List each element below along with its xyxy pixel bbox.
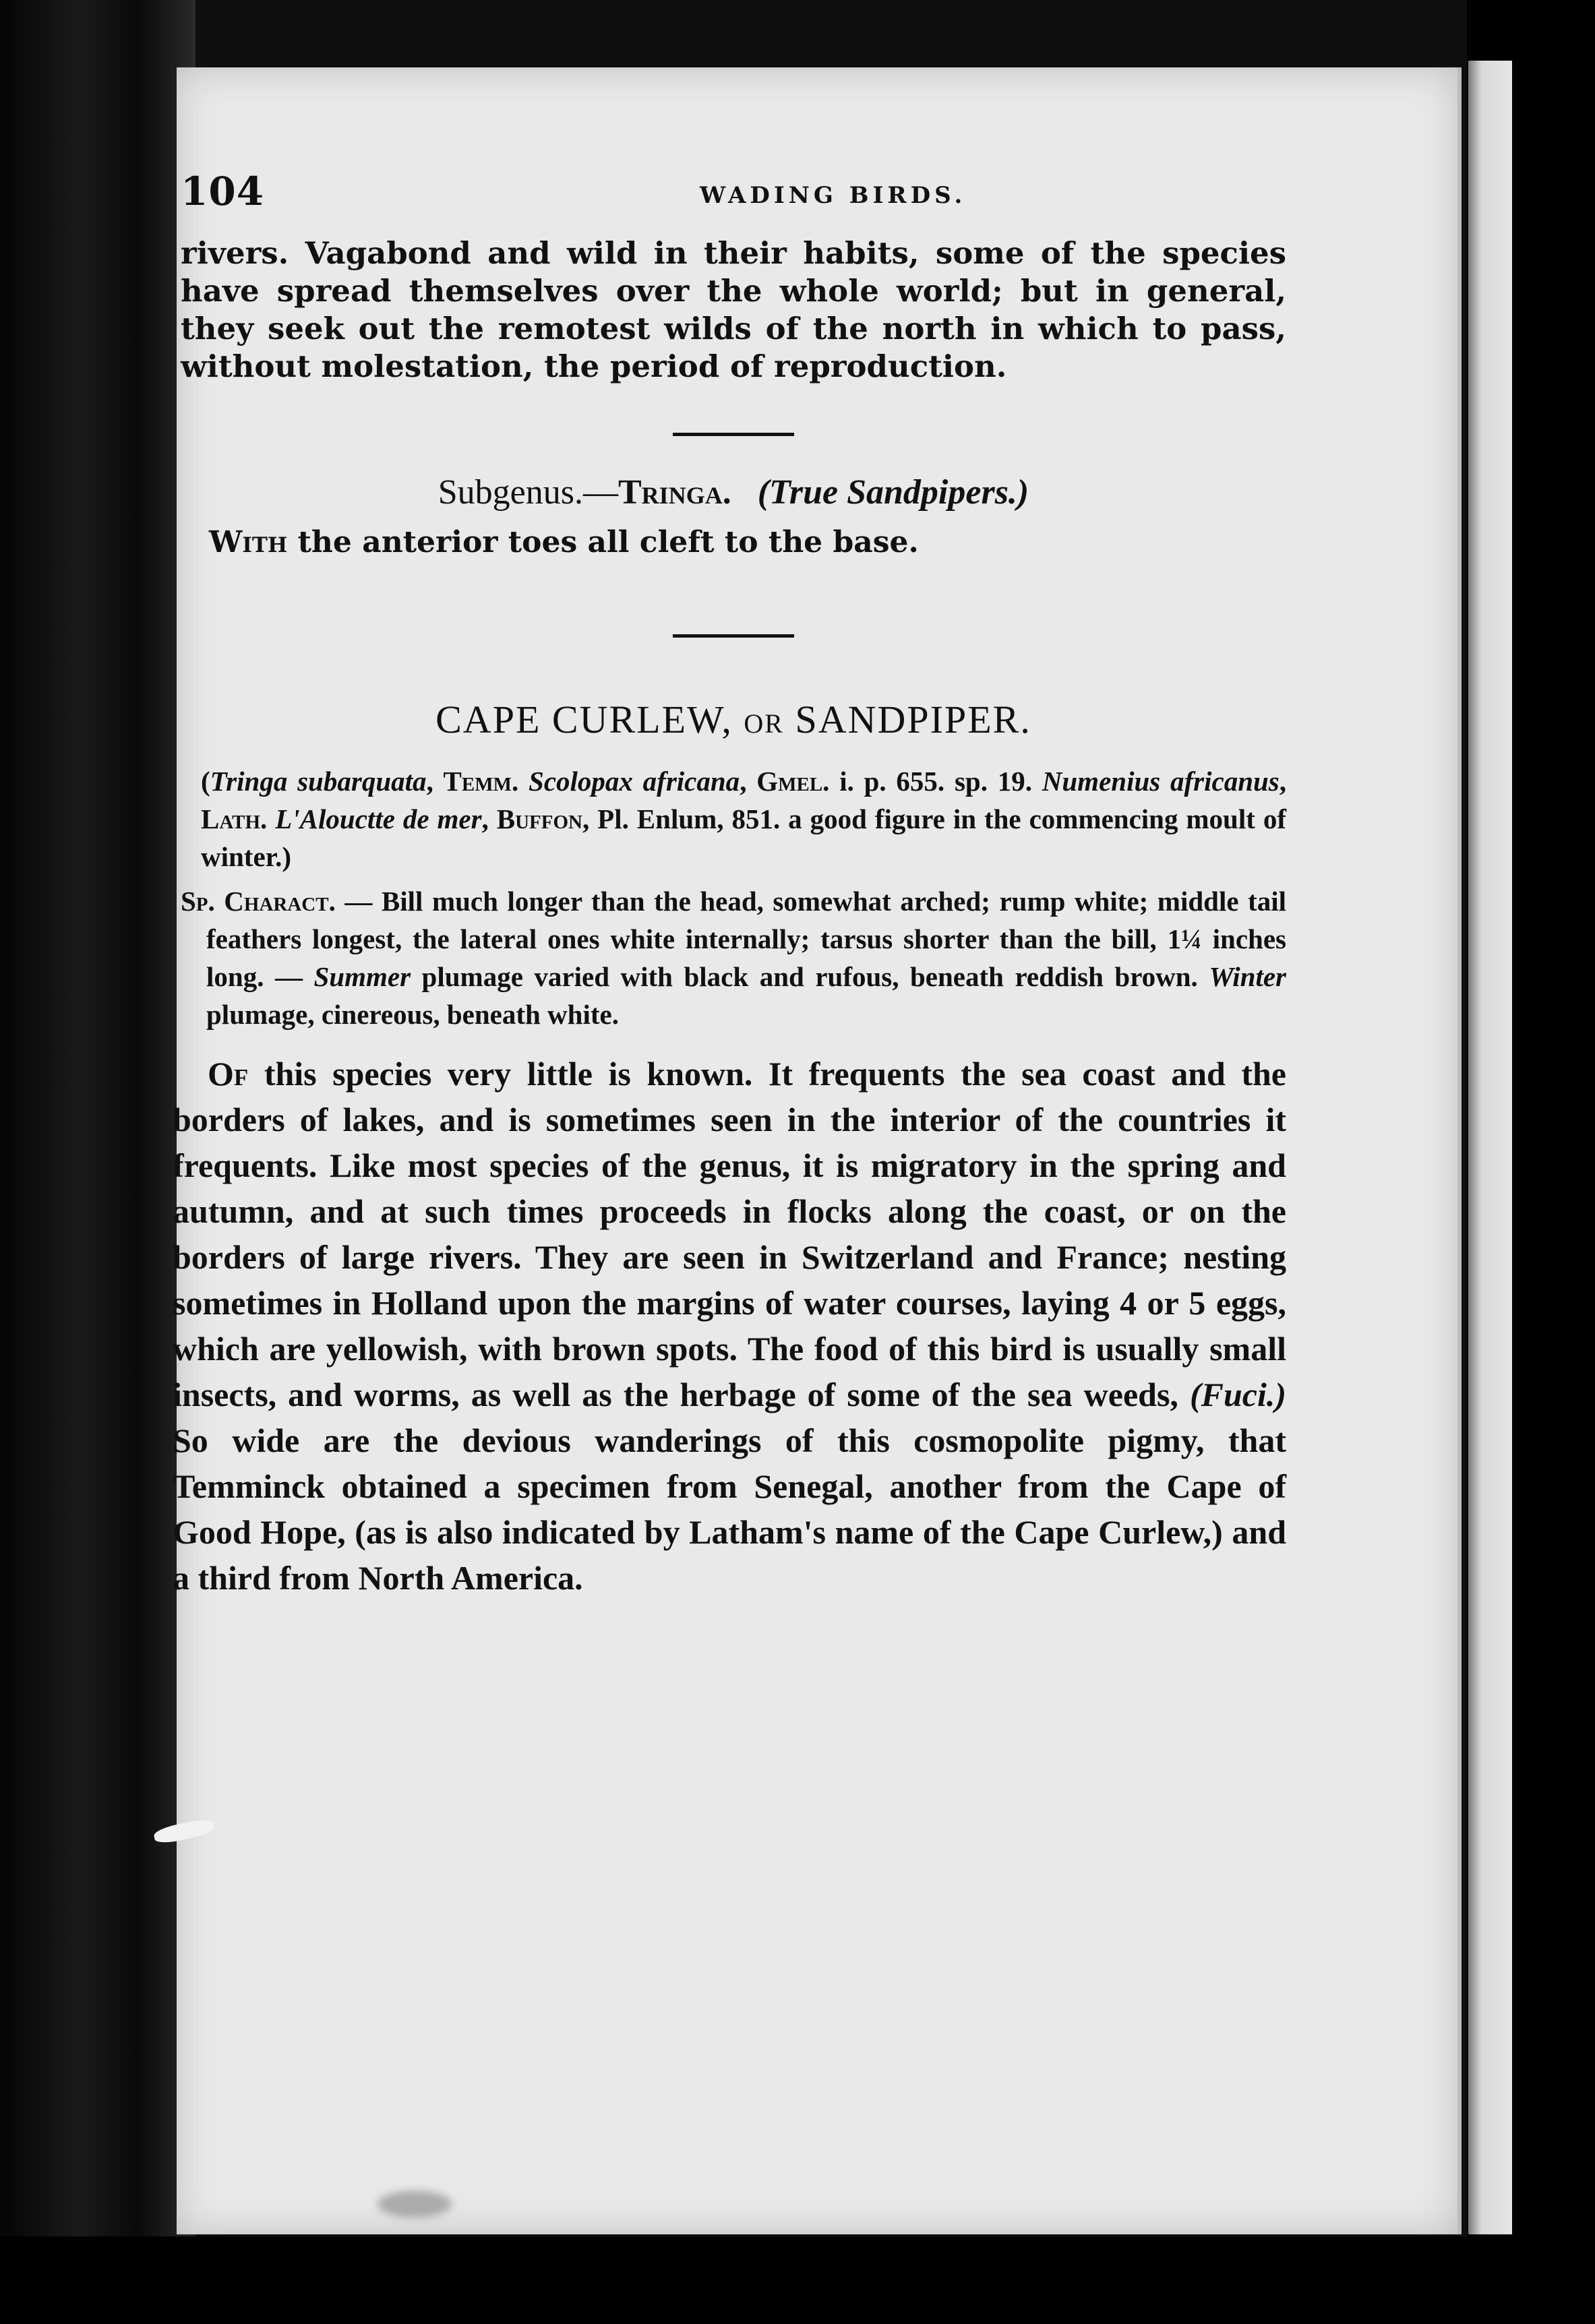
synonymy-author: Lath. [201,803,268,834]
synonymy-binomial: Scolopax africana [529,766,740,797]
species-synonymy [201,762,1286,876]
section-rule [673,634,794,638]
definition-lead: With [209,525,288,559]
description-italic: (Fuci.) [1189,1376,1286,1413]
description-text: this species very little is known. It frequents the sea coast and the borders of lakes, and is sometimes seen in the interior of the countries it frequents. Like most species of the genus, it is migratory in the spring and autumn, and at such times proceeds in flocks along the coast, or on the borders of large rivers. They are seen in Switzerland and France; nesting sometimes in Holland upon the margins of water courses, laying 4 or 5 eggs, which are yellowish, with brown spots. The food of this bird is usually small insects, and worms, as well as the herbage of some of the sea weeds, [173,1055,1286,1413]
synonymy-text: ( [201,766,210,797]
continuation-paragraph: rivers. Vagabond and wild in their habits, some of the species have spread themselves over the whole world; but in general, they seek out the remotest wilds of the north in which to pass, without molestation, the period of reproduction. [181,235,1286,384]
synonymy-common-name: L'Alouctte de mer [275,803,482,834]
description-lead: Of [208,1055,249,1093]
subgenus-prefix: Subgenus.— [438,473,618,512]
page-content [173,169,1287,1601]
subgenus-heading [181,471,1286,514]
synonymy-text: , [1279,766,1286,797]
adjacent-page-edge [1468,61,1512,2234]
ink-smudge [378,2191,452,2218]
synonymy-text: , [740,766,757,797]
synonymy-text: , Pl. Enlum, 851. a good figure in the commencing moult of winter.) [201,803,1287,872]
character-text: — Bill much longer than the head, somewhat arched; rump white; middle tail feathers longest, the lateral ones white internally; tarsus shorter than the bill, 1¼ inches long. — [206,886,1286,992]
synonymy-text: i. p. 655. sp. 19. [829,766,1042,797]
definition-text: the anterior toes all cleft to the base. [287,525,919,559]
synonymy-author: Gmel. [756,766,830,797]
synonymy-text [267,803,275,834]
synonymy-author: Temm. [443,766,519,797]
synonymy-text: , [426,766,444,797]
character-text: plumage varied with black and rufous, beneath reddish brown. [411,961,1209,992]
synonymy-text: , [481,803,497,834]
character-text: plumage, cinereous, beneath white. [206,999,619,1030]
species-title-or: OR [744,708,784,739]
subgenus-name: Tringa. [618,473,731,512]
running-title: WADING BIRDS. [700,182,967,209]
species-character [181,882,1286,1033]
species-title-a: CAPE CURLEW, [435,698,744,741]
species-description [173,1051,1286,1601]
synonymy-text [518,766,529,797]
character-season: Winter [1209,961,1286,992]
character-season: Summer [313,961,411,992]
subgenus-common-name: (True Sandpipers.) [757,473,1029,512]
synonymy-binomial: Tringa subarquata [210,766,427,797]
synonymy-binomial: Numenius africanus [1042,766,1280,797]
synonymy-author: Buffon [496,803,582,834]
running-head [181,169,1286,229]
section-rule [673,433,794,436]
subgenus-definition [209,524,1286,561]
scan-left-edge [0,0,195,2324]
scan-bottom-edge [0,2236,1595,2324]
character-lead: Sp. Charact. [181,886,336,917]
species-title-b: SANDPIPER. [784,698,1031,741]
species-heading [181,697,1286,742]
page-number: 104 [181,169,265,214]
description-text: So wide are the devious wanderings of this cosmopolite pigmy, that Temminck obtained a specimen from Senegal, another from the Cape of Good Hope, (as is also indicated by Latham's name of the Cape Curlew,) and a third from North America. [173,1421,1286,1597]
